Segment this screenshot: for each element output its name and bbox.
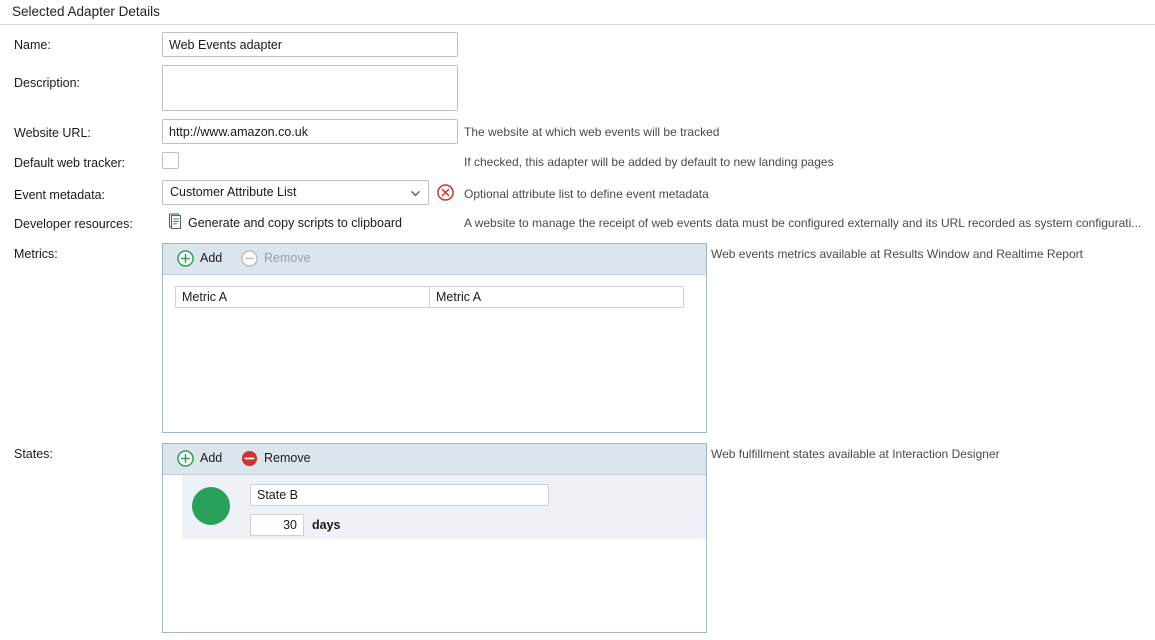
states-label: States: bbox=[14, 447, 53, 461]
event-metadata-selected-value: Customer Attribute List bbox=[170, 185, 297, 199]
state-color-swatch[interactable] bbox=[192, 487, 230, 525]
states-toolbar bbox=[163, 444, 706, 475]
chevron-down-icon bbox=[411, 189, 420, 198]
event-metadata-select[interactable] bbox=[162, 180, 429, 205]
developer-resources-label: Developer resources: bbox=[14, 217, 133, 231]
default-web-tracker-label: Default web tracker: bbox=[14, 156, 126, 170]
states-add-label: Add bbox=[200, 451, 223, 465]
clipboard-icon bbox=[168, 213, 182, 229]
minus-circle-icon bbox=[241, 450, 258, 467]
states-grid bbox=[162, 443, 707, 633]
metrics-remove-label: Remove bbox=[264, 251, 311, 265]
states-remove-label: Remove bbox=[264, 451, 311, 465]
clear-circle-icon[interactable] bbox=[437, 184, 454, 201]
default-web-tracker-hint: If checked, this adapter will be added by default to new landing pages bbox=[464, 155, 834, 169]
metrics-add-label: Add bbox=[200, 251, 223, 265]
website-url-label: Website URL: bbox=[14, 126, 91, 140]
default-web-tracker-checkbox[interactable] bbox=[162, 152, 179, 169]
state-list-item[interactable] bbox=[182, 475, 706, 539]
description-textarea[interactable] bbox=[162, 65, 458, 111]
plus-circle-icon bbox=[177, 250, 194, 267]
generate-scripts-link[interactable]: Generate and copy scripts to clipboard bbox=[188, 216, 403, 230]
plus-circle-icon bbox=[177, 450, 194, 467]
event-metadata-hint: Optional attribute list to define event metadata bbox=[464, 187, 709, 201]
state-name-input[interactable] bbox=[250, 484, 549, 506]
metrics-grid bbox=[162, 243, 707, 433]
name-input[interactable] bbox=[162, 32, 458, 57]
metrics-row-col1-input[interactable] bbox=[175, 286, 430, 308]
metrics-row-col2-input[interactable] bbox=[429, 286, 684, 308]
state-days-label: days bbox=[312, 518, 341, 532]
website-url-hint: The website at which web events will be tracked bbox=[464, 125, 720, 139]
metrics-toolbar bbox=[163, 244, 706, 275]
page-title: Selected Adapter Details bbox=[12, 4, 160, 19]
metrics-label: Metrics: bbox=[14, 247, 58, 261]
website-url-input[interactable] bbox=[162, 119, 458, 144]
developer-resources-hint: A website to manage the receipt of web events data must be configured externally and its URL recorded as system configurati... bbox=[464, 216, 1142, 230]
header-divider bbox=[0, 24, 1155, 25]
name-label: Name: bbox=[14, 38, 51, 52]
event-metadata-label: Event metadata: bbox=[14, 188, 106, 202]
minus-circle-icon bbox=[241, 250, 258, 267]
state-days-input[interactable] bbox=[250, 514, 304, 536]
metrics-hint: Web events metrics available at Results Window and Realtime Report bbox=[711, 247, 1083, 261]
states-hint: Web fulfillment states available at Interaction Designer bbox=[711, 447, 1000, 461]
description-label: Description: bbox=[14, 76, 80, 90]
